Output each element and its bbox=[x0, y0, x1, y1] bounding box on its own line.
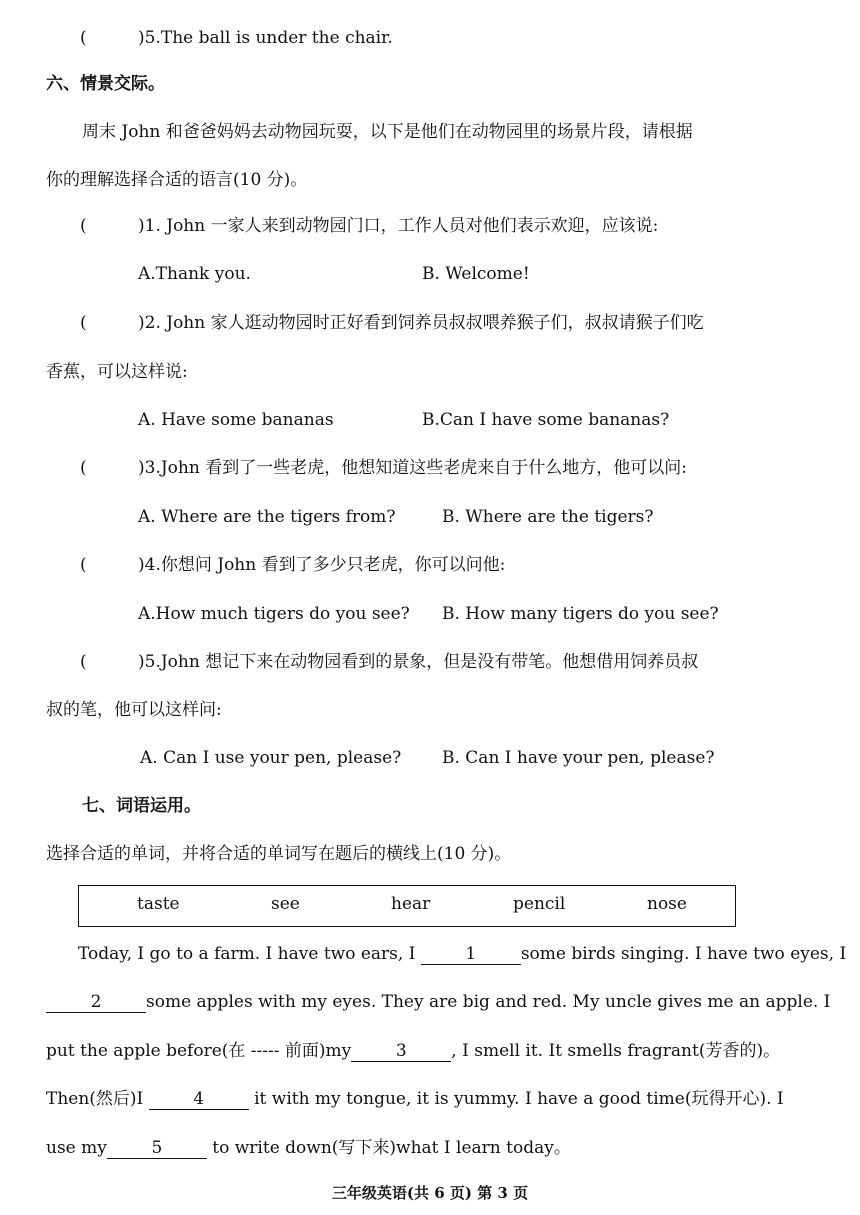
word-bank-item: pencil bbox=[513, 894, 566, 914]
word-bank-item: nose bbox=[647, 894, 687, 914]
section-7-instruction: 选择合适的单词，并将合适的单词写在题后的横线上(10 分)。 bbox=[46, 844, 512, 864]
passage-line-5 bbox=[46, 1136, 571, 1160]
page-footer: 三年级英语(共 6 页) 第 3 页 bbox=[331, 1184, 529, 1202]
section-6-intro-line2: 你的理解选择合适的语言(10 分)。 bbox=[46, 170, 308, 190]
passage-text: it with my tongue, it is yummy. I have a good time(玩得开心). I bbox=[248, 1089, 784, 1109]
passage-line-2 bbox=[46, 990, 830, 1014]
s6-q5-option-a: A. Can I use your pen, please? bbox=[140, 748, 402, 768]
s6-q1-option-a: A.Thank you. bbox=[138, 264, 251, 284]
s6-q1-option-b: B. Welcome! bbox=[422, 264, 530, 284]
s6-q4-option-a: A.How much tigers do you see? bbox=[138, 604, 410, 624]
section-6-title: 六、情景交际。 bbox=[46, 74, 165, 94]
passage-text: to write down(写下来)what I learn today。 bbox=[206, 1138, 571, 1158]
s6-question-3 bbox=[80, 456, 687, 480]
passage-text: use my bbox=[46, 1138, 107, 1158]
word-bank-item: taste bbox=[137, 894, 180, 914]
s6-q4-option-b: B. How many tigers do you see? bbox=[442, 604, 719, 624]
passage-line-3 bbox=[46, 1039, 780, 1063]
blank-5: 5 bbox=[107, 1138, 207, 1159]
s6-question-5-cont: 叔的笔，他可以这样问: bbox=[46, 700, 222, 720]
s6-q2-option-a: A. Have some bananas bbox=[138, 410, 334, 430]
word-bank bbox=[78, 885, 736, 927]
passage-text: Today, I go to a farm. I have two ears, I bbox=[78, 944, 421, 964]
passage-line-4 bbox=[46, 1087, 784, 1111]
answer-paren: ( bbox=[80, 555, 87, 575]
answer-paren: ( bbox=[80, 652, 87, 672]
passage-text: , I smell it. It smells fragrant(芳香的)。 bbox=[451, 1041, 781, 1061]
question-text: )2. John 家人逛动物园时正好看到饲养员叔叔喂养猴子们，叔叔请猴子们吃 bbox=[138, 313, 704, 333]
word-bank-item: see bbox=[271, 894, 300, 914]
blank-1: 1 bbox=[421, 944, 521, 965]
answer-paren: ( bbox=[80, 28, 87, 48]
s6-question-5 bbox=[80, 650, 698, 674]
word-bank-item: hear bbox=[391, 894, 431, 914]
question-text: )1. John 一家人来到动物园门口，工作人员对他们表示欢迎，应该说: bbox=[138, 216, 659, 236]
question-text: )4.你想问 John 看到了多少只老虎，你可以问他: bbox=[138, 555, 506, 575]
s6-q2-option-b: B.Can I have some bananas? bbox=[422, 410, 670, 430]
answer-paren: ( bbox=[80, 313, 87, 333]
answer-paren: ( bbox=[80, 216, 87, 236]
s6-question-4 bbox=[80, 553, 505, 577]
s6-q3-option-a: A. Where are the tigers from? bbox=[138, 507, 396, 527]
answer-paren: ( bbox=[80, 458, 87, 478]
question-text: )5.John 想记下来在动物园看到的景象，但是没有带笔。他想借用饲养员叔 bbox=[138, 652, 699, 672]
blank-4: 4 bbox=[149, 1089, 249, 1110]
section-6-intro-line1: 周末 John 和爸爸妈妈去动物园玩耍，以下是他们在动物园里的场景片段，请根据 bbox=[82, 122, 693, 142]
passage-text: put the apple before(在 ----- 前面)my bbox=[46, 1041, 352, 1061]
blank-2: 2 bbox=[46, 992, 146, 1013]
passage-text: Then(然后)I bbox=[46, 1089, 149, 1109]
s6-question-2-cont: 香蕉，可以这样说: bbox=[46, 362, 188, 382]
question-text: )5.The ball is under the chair. bbox=[138, 28, 393, 48]
s6-q5-option-b: B. Can I have your pen, please? bbox=[442, 748, 715, 768]
section-7-title: 七、词语运用。 bbox=[82, 796, 201, 816]
question-text: )3.John 看到了一些老虎，他想知道这些老虎来自于什么地方，他可以问: bbox=[138, 458, 687, 478]
s6-question-1 bbox=[80, 214, 658, 238]
s6-question-2 bbox=[80, 311, 704, 335]
s6-q3-option-b: B. Where are the tigers? bbox=[442, 507, 654, 527]
blank-3: 3 bbox=[351, 1041, 451, 1062]
passage-text: some apples with my eyes. They are big and red. My uncle gives me an apple. I bbox=[146, 992, 831, 1012]
prev-question-5 bbox=[80, 26, 393, 50]
passage-text: some birds singing. I have two eyes, I bbox=[520, 944, 847, 964]
passage-line-1 bbox=[78, 942, 846, 966]
